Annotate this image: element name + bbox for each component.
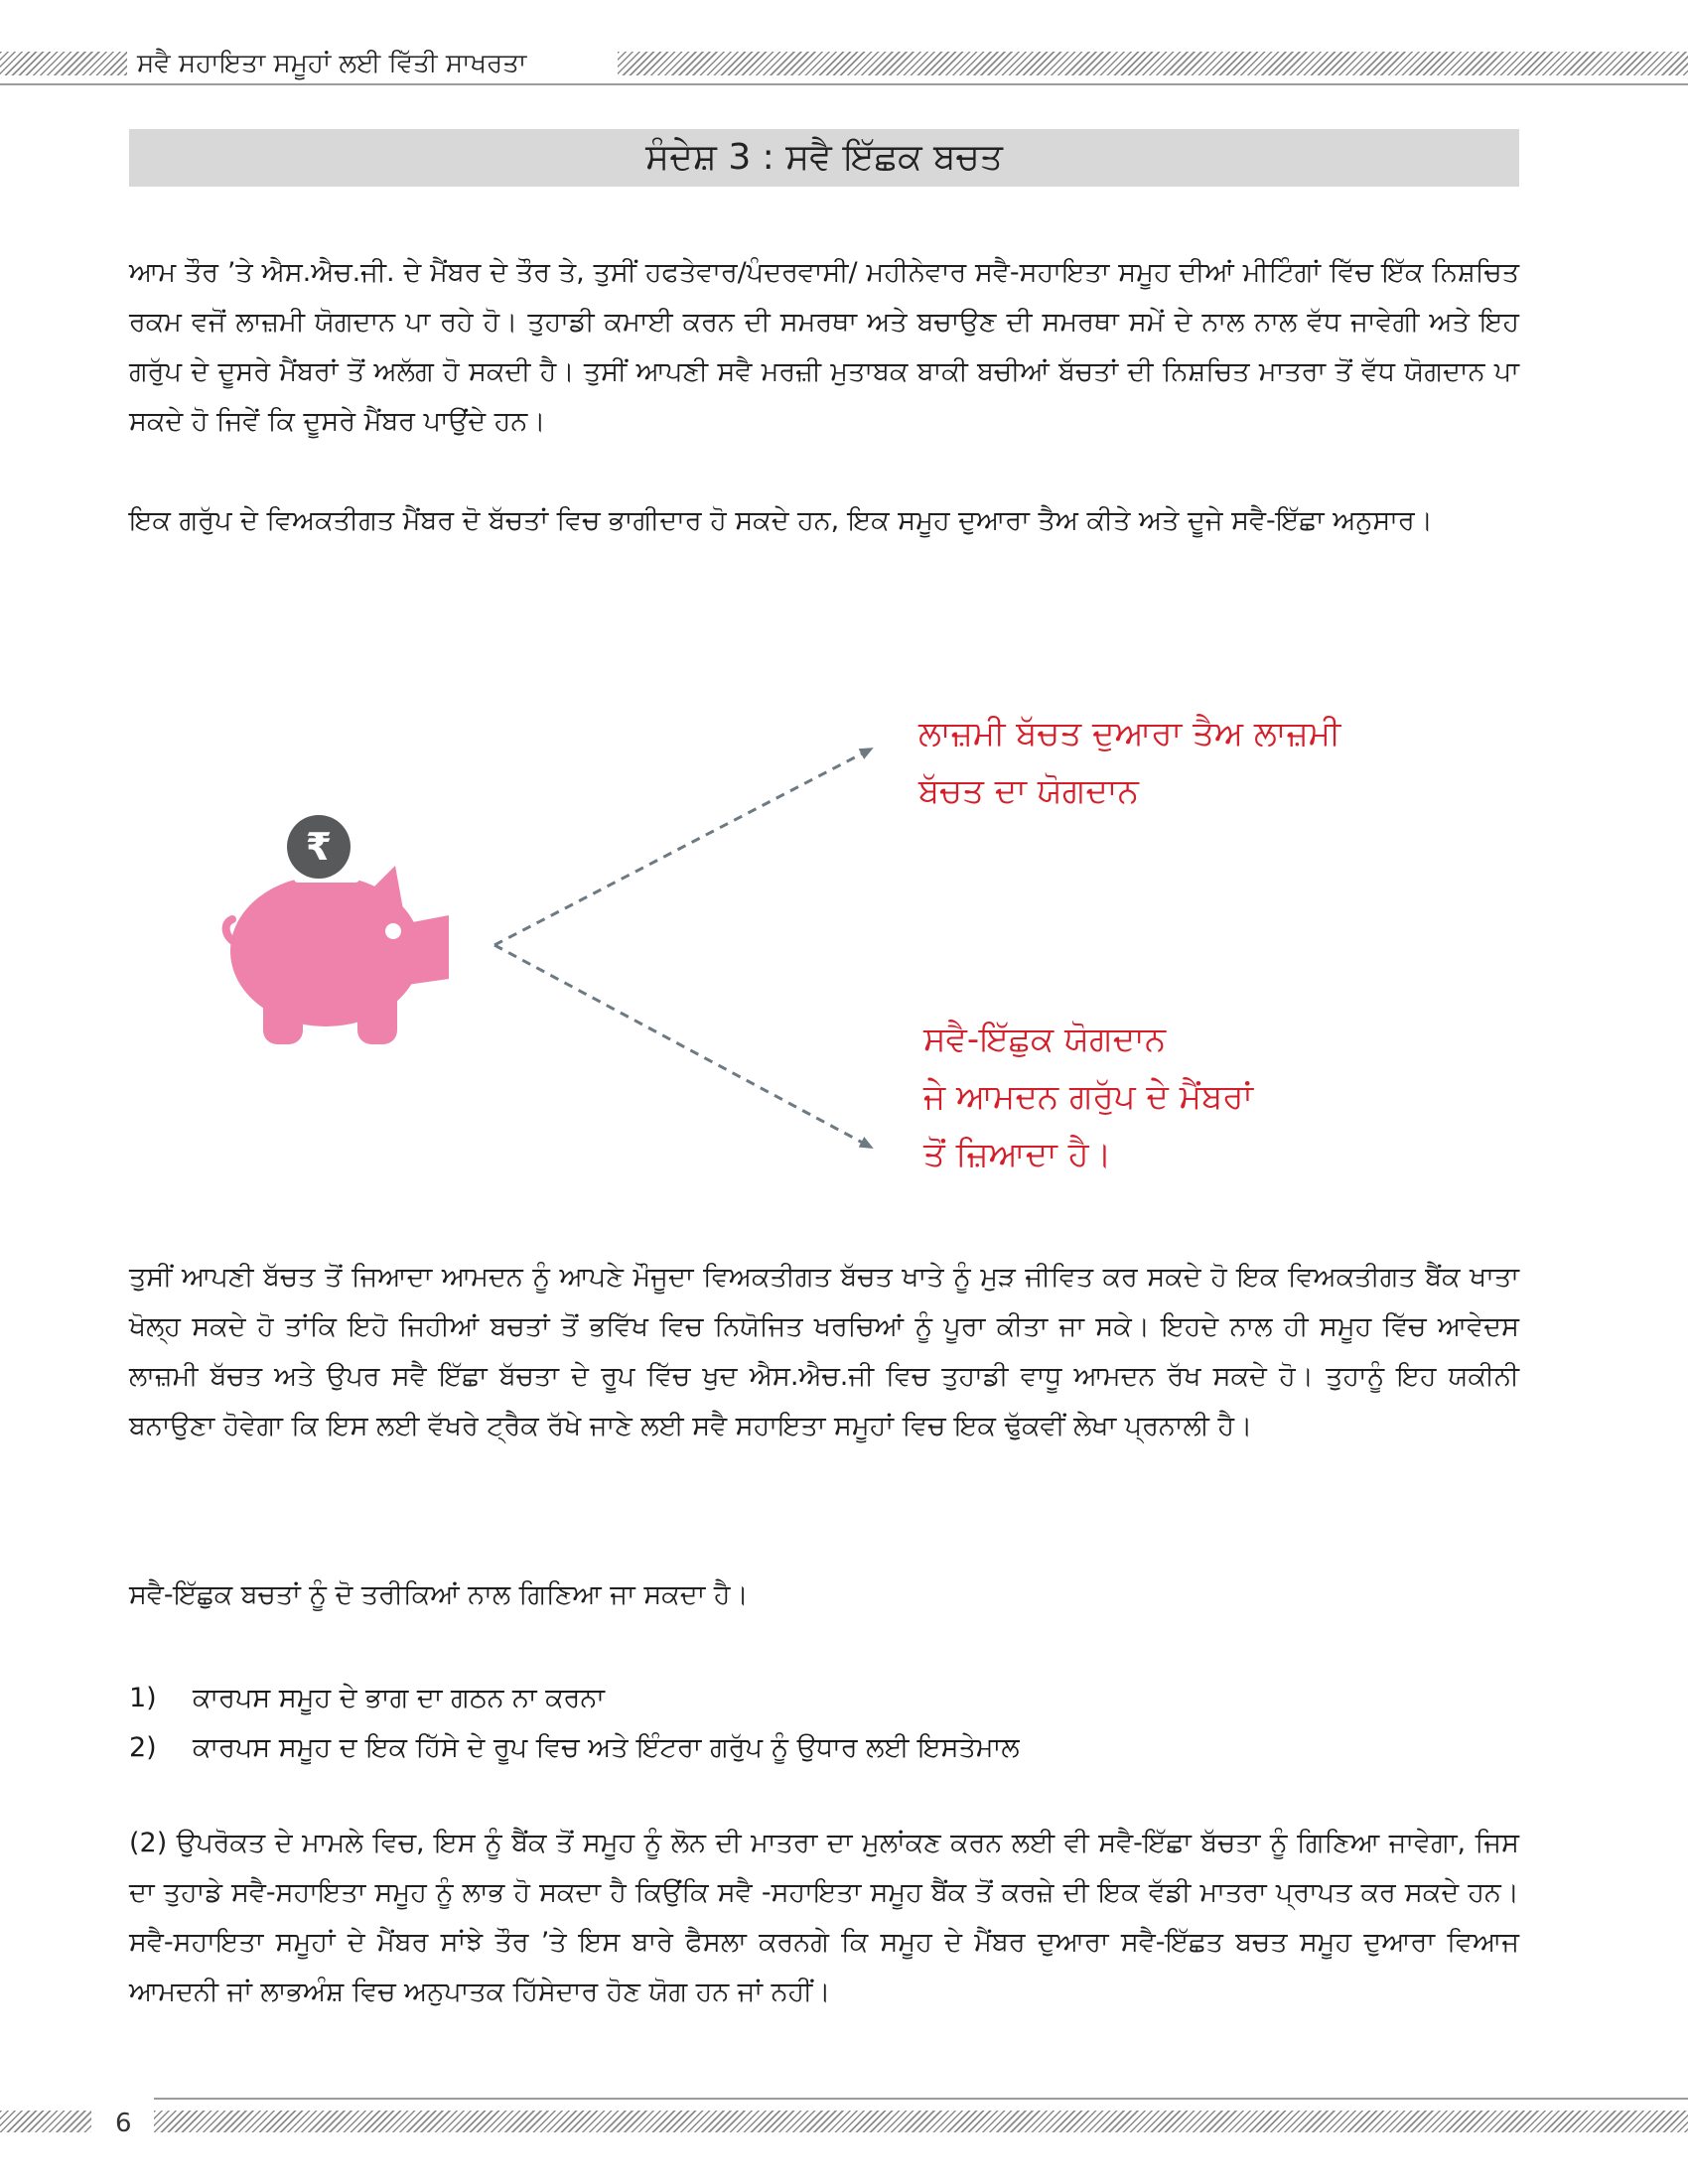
page-footer — [0, 2093, 1688, 2136]
pig-snout — [407, 915, 449, 985]
paragraph-loan-assessment: (2) ਉਪਰੋਕਤ ਦੇ ਮਾਮਲੇ ਵਿਚ, ਇਸ ਨੂੰ ਬੈਂਕ ਤੋਂ ਸਮੂਹ ਨੂੰ ਲੋਨ ਦੀ ਮਾਤਰਾ ਦਾ ਮੁਲਾਂਕਣ ਕਰਨ ਲਈ ਵੀ ਸਵੈ-ਇੱਛਾ ਬੱਚਤਾ ਨੂੰ ਗਿਣਿਆ ਜਾਵੇਗਾ, ਜਿਸ ਦਾ ਤੁਹਾਡੇ ਸਵੈ-ਸਹਾਇਤਾ ਸਮੂਹ ਨੂੰ ਲਾਭ ਹੋ ਸਕਦਾ ਹੈ ਕਿਉਂਕਿ ਸਵੈ -ਸਹਾਇਤਾ ਸਮੂਹ ਬੈਂਕ ਤੋਂ ਕਰਜ਼ੇ ਦੀ ਇਕ ਵੱਡੀ ਮਾਤਰਾ ਪ੍ਰਾਪਤ ਕਰ ਸਕਦੇ ਹਨ। ਸਵੈ-ਸਹਾਇਤਾ ਸਮੂਹਾਂ ਦੇ ਮੈਂਬਰ ਸਾਂਝੇ ਤੌਰ ’ਤੇ ਇਸ ਬਾਰੇ ਫੈਸਲਾ ਕਰਨਗੇ ਕਿ ਸਮੂਹ ਦੇ ਮੈਂਬਰ ਦੁਆਰਾ ਸਵੈ-ਇੱਛਤ ਬਚਤ ਸਮੂਹ ਦੁਆਰਾ ਵਿਆਜ ਆਮਦਨੀ ਜਾਂ ਲਾਭਅੰਸ਼ ਵਿਚ ਅਨੁਪਾਤਕ ਹਿੱਸੇਦਾਰ ਹੋਣ ਯੋਗ ਹਨ ਜਾਂ ਨਹੀਂ। — [129, 1828, 1519, 2007]
paragraph-extra-income: ਤੁਸੀਂ ਆਪਣੀ ਬੱਚਤ ਤੋਂ ਜਿਆਦਾ ਆਮਦਨ ਨੂੰ ਆਪਣੇ ਮੌਜੂਦਾ ਵਿਅਕਤੀਗਤ ਬੱਚਤ ਖਾਤੇ ਨੂੰ ਮੁੜ ਜੀਵਿਤ ਕਰ ਸਕਦੇ ਹੋ ਇਕ ਵਿਅਕਤੀਗਤ ਬੈਂਕ ਖਾਤਾ ਖੋਲ੍ਹ ਸਕਦੇ ਹੋ ਤਾਂਕਿ ਇਹੋ ਜਿਹੀਆਂ ਬਚਤਾਂ ਤੋਂ ਭਵਿੱਖ ਵਿਚ ਨਿਯੋਜਿਤ ਖਰਚਿਆਂ ਨੂੰ ਪੂਰਾ ਕੀਤਾ ਜਾ ਸਕੇ। ਇਹਦੇ ਨਾਲ ਹੀ ਸਮੂਹ ਵਿੱਚ ਆਵੇਦਸ ਲਾਜ਼ਮੀ ਬੱਚਤ ਅਤੇ ਉਪਰ ਸਵੈ ਇੱਛਾ ਬੱਚਤਾ ਦੇ ਰੂਪ ਵਿੱਚ ਖੁਦ ਐਸ.ਐਚ.ਜੀ ਵਿਚ ਤੁਹਾਡੀ ਵਾਧੂ ਆਮਦਨ ਰੱਖ ਸਕਦੇ ਹੋ। ਤੁਹਾਨੂੰ ਇਹ ਯਕੀਨੀ ਬਨਾਉਣਾ ਹੋਵੇਗਾ ਕਿ ਇਸ ਲਈ ਵੱਖਰੇ ਟ੍ਰੈਕ ਰੱਖੇ ਜਾਣੇ ਲਈ ਸਵੈ ਸਹਾਇਤਾ ਸਮੂਹਾਂ ਵਿਚ ਇਕ ਢੁੱਕਵੀਂ ਲੇਖਾ ਪ੍ਰਨਾਲੀ ਹੈ। — [129, 1262, 1519, 1441]
footer-hatch-right — [154, 2111, 1688, 2132]
callout-voluntary-line-1: ਸਵੈ-ਇੱਛੁਕ ਯੋਗਦਾਨ — [923, 1020, 1167, 1059]
list-item-number: 2) — [129, 1732, 157, 1763]
running-header — [0, 44, 1688, 83]
section-title-bar — [129, 129, 1519, 187]
page-number: 6 — [115, 2109, 132, 2138]
callout-voluntary-contribution — [923, 1011, 1253, 1183]
callout-mandatory-line-1: ਲਾਜ਼ਮੀ ਬੱਚਤ ਦੁਆਰਾ ਤੈਅ ਲਾਜ਼ਮੀ — [918, 714, 1341, 753]
arrow-to-voluntary — [494, 945, 872, 1148]
paragraph-two-savings: ਇਕ ਗਰੁੱਪ ਦੇ ਵਿਅਕਤੀਗਤ ਮੈਂਬਰ ਦੋ ਬੱਚਤਾਂ ਵਿਚ ਭਾਗੀਦਾਰ ਹੋ ਸਕਦੇ ਹਨ, ਇਕ ਸਮੂਹ ਦੁਆਰਾ ਤੈਅ ਕੀਤੇ ਅਤੇ ਦੂਜੇ ਸਵੈ-ਇੱਛਾ ਅਨੁਸਾਰ। — [129, 505, 1433, 536]
arrow-to-mandatory — [494, 749, 872, 945]
footer-hatch-left — [0, 2111, 91, 2132]
callout-voluntary-line-2: ਜੇ ਆਮਦਨ ਗਰੁੱਪ ਦੇ ਮੈਂਬਰਾਂ — [923, 1077, 1254, 1117]
rupee-symbol: ₹ — [305, 825, 333, 869]
list-item-number: 1) — [129, 1683, 157, 1713]
savings-diagram — [0, 635, 1688, 1191]
header-hatch-left — [0, 52, 127, 75]
paragraph-mandatory-savings: ਆਮ ਤੌਰ ’ਤੇ ਐਸ.ਐਚ.ਜੀ. ਦੇ ਮੈਂਬਰ ਦੇ ਤੌਰ ਤੇ, ਤੁਸੀਂ ਹਫਤੇਵਾਰ/ਪੰਦਰਵਾਸੀ/ ਮਹੀਨੇਵਾਰ ਸਵੈ-ਸਹਾਇਤਾ ਸਮੂਹ ਦੀਆਂ ਮੀਟਿੰਗਾਂ ਵਿੱਚ ਇੱਕ ਨਿਸ਼ਚਿਤ ਰਕਮ ਵਜੋਂ ਲਾਜ਼ਮੀ ਯੋਗਦਾਨ ਪਾ ਰਹੇ ਹੋ। ਤੁਹਾਡੀ ਕਮਾਈ ਕਰਨ ਦੀ ਸਮਰਥਾ ਅਤੇ ਬਚਾਉਣ ਦੀ ਸਮਰਥਾ ਸਮੇਂ ਦੇ ਨਾਲ ਨਾਲ ਵੱਧ ਜਾਵੇਗੀ ਅਤੇ ਇਹ ਗਰੁੱਪ ਦੇ ਦੂਸਰੇ ਮੈਂਬਰਾਂ ਤੋਂ ਅਲੱਗ ਹੋ ਸਕਦੀ ਹੈ। ਤੁਸੀਂ ਆਪਣੀ ਸਵੈ ਮਰਜ਼ੀ ਮੁਤਾਬਕ ਬਾਕੀ ਬਚੀਆਂ ਬੱਚਤਾਂ ਦੀ ਨਿਸ਼ਚਿਤ ਮਾਤਰਾ ਤੋਂ ਵੱਧ ਯੋਗਦਾਨ ਪਾ ਸਕਦੇ ਹੋ ਜਿਵੇਂ ਕਿ ਦੂਸਰੇ ਮੈਂਬਰ ਪਾਉਂਦੇ ਹਨ। — [129, 257, 1519, 437]
list-item — [129, 1723, 1519, 1773]
running-title: ਸਵੈ ਸਹਾਇਤਾ ਸਮੂਹਾਂ ਲਈ ਵਿੱਤੀ ਸਾਖਰਤਾ — [137, 49, 527, 78]
callout-voluntary-line-3: ਤੋਂ ਜ਼ਿਆਦਾ ਹੈ। — [923, 1135, 1112, 1174]
callout-mandatory-line-2: ਬੱਚਤ ਦਾ ਯੋਗਦਾਨ — [918, 771, 1139, 811]
section-title: ਸੰਦੇਸ਼ 3 : ਸਵੈ ਇੱਛਕ ਬਚਤ — [645, 137, 1003, 178]
list-item-text: ਕਾਰਪਸ ਸਮੂਹ ਦੇ ਭਾਗ ਦਾ ਗਠਨ ਨਾ ਕਰਨਾ — [193, 1683, 605, 1713]
callout-mandatory-contribution — [918, 705, 1340, 820]
header-hatch-right — [618, 52, 1688, 75]
header-rule — [0, 83, 1688, 85]
paragraph-two-ways: ਸਵੈ-ਇੱਛੁਕ ਬਚਤਾਂ ਨੂੰ ਦੋ ਤਰੀਕਿਆਂ ਨਾਲ ਗਿਣਿਆ ਜਾ ਸਕਦਾ ਹੈ। — [129, 1579, 749, 1610]
piggy-bank-icon — [218, 814, 467, 1062]
list-item — [129, 1674, 1519, 1723]
pig-eye — [385, 923, 401, 939]
list-item-text: ਕਾਰਪਸ ਸਮੂਹ ਦ ਇਕ ਹਿੱਸੇ ਦੇ ਰੂਪ ਵਿਚ ਅਤੇ ਇੰਟਰਾ ਗਰੁੱਪ ਨੂੰ ਉਧਾਰ ਲਈ ਇਸਤੇਮਾਲ — [193, 1732, 1020, 1763]
